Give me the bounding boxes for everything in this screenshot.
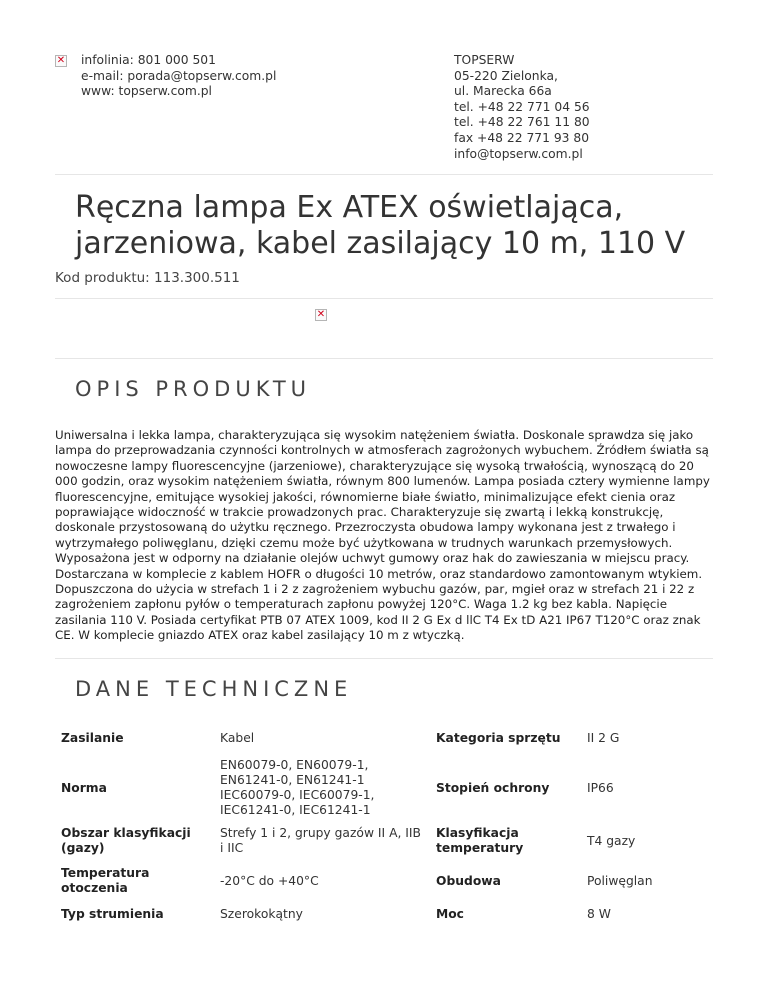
table-row: [55, 820, 717, 862]
website-text: www: topserw.com.pl: [81, 84, 212, 99]
spec-value: Strefy 1 i 2, grupy gazów II A, IIB i IIC: [220, 826, 421, 855]
spec-label: Obszar klasyfikacji (gazy): [61, 826, 191, 855]
spec-label: Typ strumienia: [61, 906, 164, 921]
spec-value: IP66: [587, 780, 614, 795]
description-text: Uniwersalna i lekka lampa, charakteryzująca się wysokim natężeniem światła. Doskonale sprawdza się jako lampa do przeprowadzania czynności kontrolnych w atmosferach zagrożonych wybuchem. Źródłem światła są nowoczesne lampy fluorescencyjne (jarzeniowe), charakteryzujące się wysoką trwałością, wynoszącą do 20 000 godzin, oraz wysokim natężeniem światła, równym 800 lumenów. Lampa posiada cztery wymienne lampy fluorescencyjne, emitujące wysokiej jakości, równomierne białe światło, minimalizujące efekt cienia oraz poprawiające widoczność w trakcie prowadzonych prac. Charakteryzuje się zwartą i lekką konstrukcję, doskonale przystosowaną do użytku ręcznego. Przezroczysta obudowa lampy wykonana jest z trwałego i wytrzymałego poliwęglanu, dzięki czemu może być użytkowana w trudnych warunkach przemysłowych. Wyposażona jest w odporny na działanie olejów uchwyt gumowy oraz hak do zawieszania w miejscu pracy. Dostarczana w komplecie z kablem HOFR o długości 10 metrów, oraz standardowo zamontowanym wtykiem. Dopuszczona do użycia w strefach 1 i 2 z zagrożeniem wybuchu gazów, par, mgieł oraz w strefach 21 i 22 z zagrożeniem zapłonu pyłów o temperaturach zapłonu powyżej 120°C. Waga 1.2 kg bez kabla. Napięcie zasilania 110 V. Posiada certyfikat PTB 07 ATEX 1009, kod II 2 G Ex d llC T4 Ex tD A21 IP67 T120°C oraz znak CE. W komplecie gniazdo ATEX oraz kabel zasilający 10 m z wtyczką.: [55, 428, 710, 643]
spec-value: Poliwęglan: [587, 873, 653, 888]
spec-label: Stopień ochrony: [436, 780, 550, 795]
spec-label: Obudowa: [436, 873, 501, 888]
company-address: [454, 53, 590, 162]
divider: [55, 358, 713, 359]
product-code: Kod produktu: 113.300.511: [55, 270, 240, 286]
divider: [55, 658, 713, 659]
spec-value: Kabel: [220, 730, 255, 745]
company-fax: fax +48 22 771 93 80: [454, 130, 590, 145]
contact-info: [81, 53, 276, 100]
specs-heading: DANE TECHNICZNE: [75, 677, 353, 701]
logo-broken-image-icon: ✕: [56, 55, 66, 66]
company-name: TOPSERW: [454, 53, 515, 67]
product-broken-image-icon: ✕: [316, 309, 326, 320]
description-heading: OPIS PRODUKTU: [75, 377, 312, 401]
spec-label: Kategoria sprzętu: [436, 730, 561, 745]
spec-value: 8 W: [587, 906, 611, 921]
spec-label: Zasilanie: [61, 730, 124, 745]
product-title: Ręczna lampa Ex ATEX oświetlająca, jarzeniowa, kabel zasilający 10 m, 110 V: [75, 190, 686, 261]
spec-label: Temperatura otoczenia: [61, 866, 150, 895]
company-city: 05-220 Zielonka,: [454, 68, 558, 83]
spec-value: Szerokokątny: [220, 906, 303, 921]
company-phone-1: tel. +48 22 771 04 56: [454, 99, 590, 114]
infoline-text: infolinia: 801 000 501: [81, 53, 216, 67]
divider: [55, 298, 713, 299]
spec-label: Norma: [61, 780, 107, 795]
company-email: info@topserw.com.pl: [454, 146, 583, 161]
company-street: ul. Marecka 66a: [454, 84, 552, 99]
table-row: [55, 720, 717, 756]
table-row: [55, 862, 717, 900]
divider: [55, 174, 713, 175]
spec-value: T4 gazy: [587, 833, 636, 848]
spec-label: Moc: [436, 906, 464, 921]
table-row: [55, 756, 717, 820]
spec-value: -20°C do +40°C: [220, 873, 319, 888]
spec-label: Klasyfikacja temperatury: [436, 826, 524, 855]
spec-value: II 2 G: [587, 730, 620, 745]
spec-value: EN60079-0, EN60079-1, EN61241-0, EN61241-1 IEC60079-0, IEC60079-1, IEC61241-0, IEC61241-1: [220, 758, 375, 817]
table-row: [55, 900, 717, 928]
specs-table: [55, 720, 717, 928]
company-phone-2: tel. +48 22 761 11 80: [454, 115, 590, 130]
email-text: e-mail: porada@topserw.com.pl: [81, 68, 277, 83]
